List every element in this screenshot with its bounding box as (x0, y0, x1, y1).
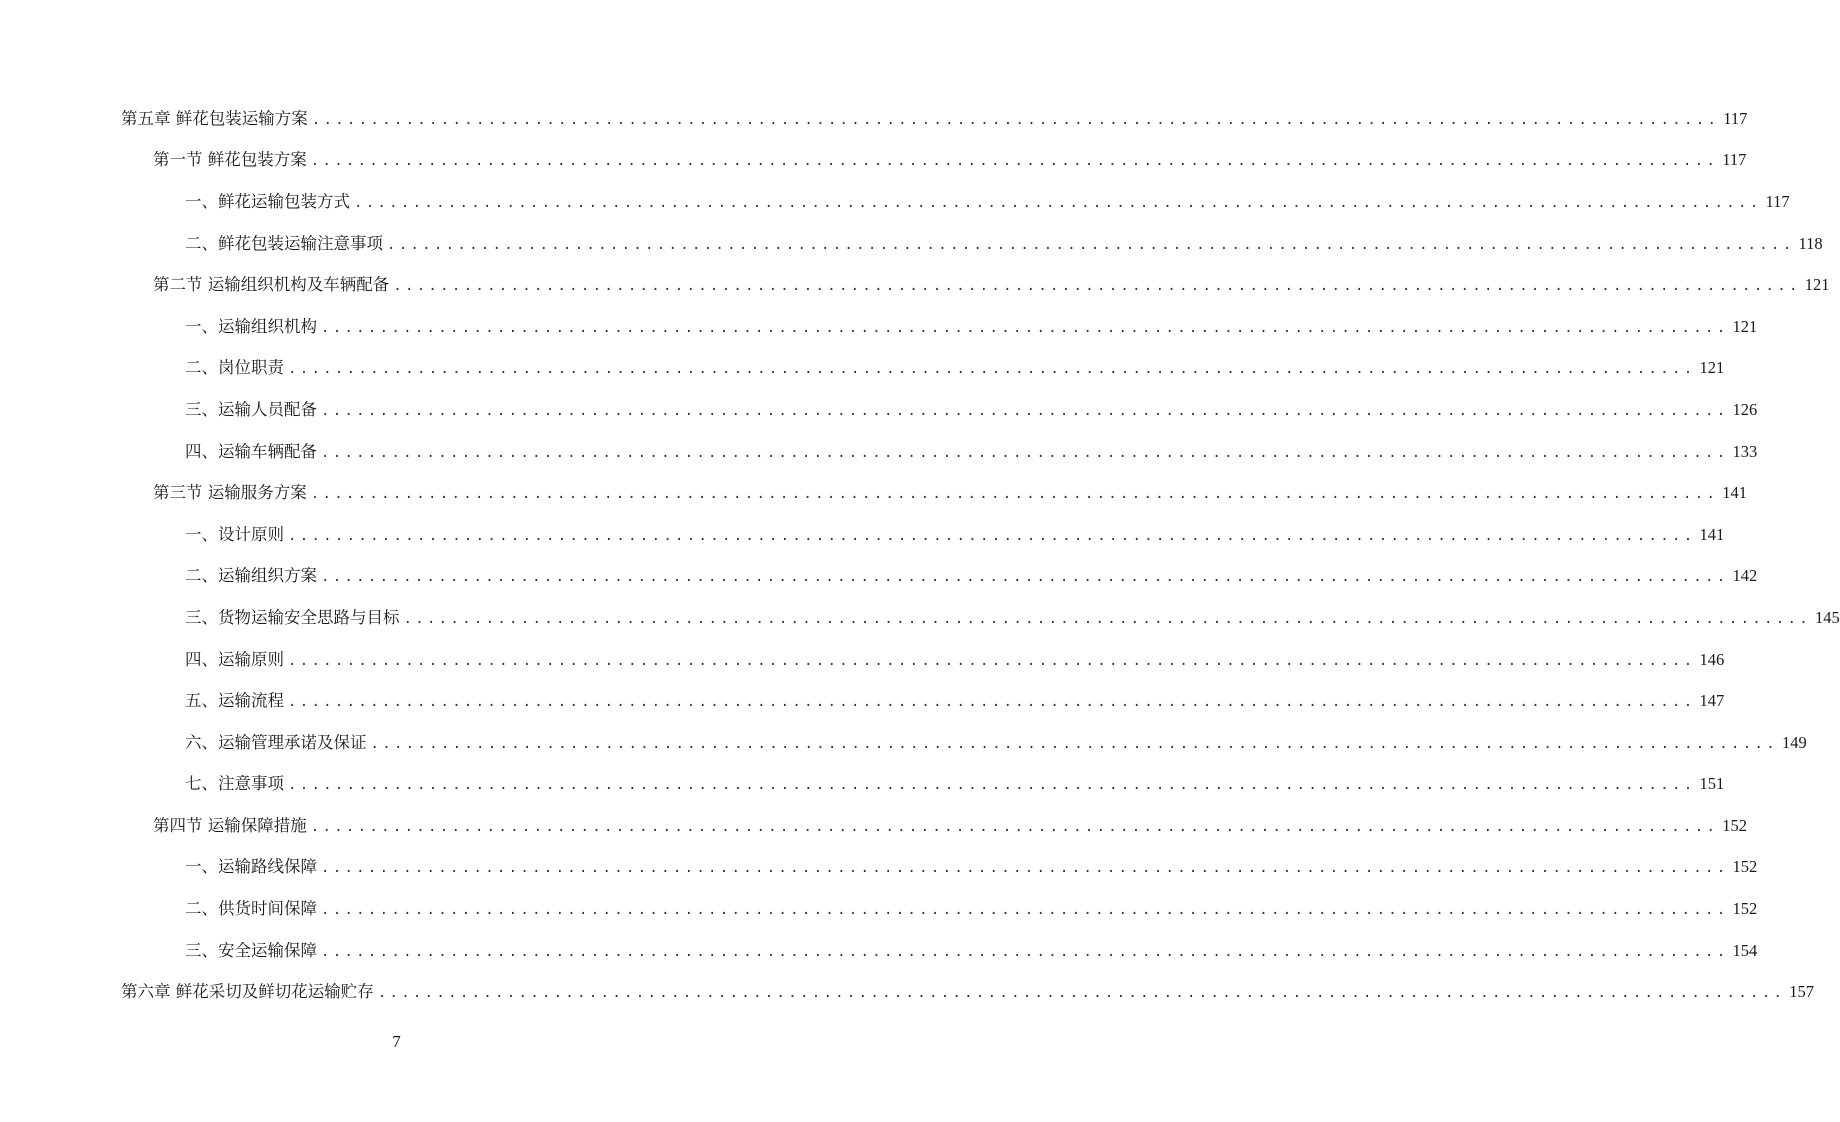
toc-entry-page: 154 (1732, 940, 1758, 960)
toc-entry[interactable] (0, 96, 1748, 138)
toc-entry-page: 146 (1699, 649, 1725, 669)
toc-entry-page: 152 (1732, 899, 1758, 919)
toc-entry-label: 二、岗位职责 (185, 358, 284, 378)
toc-entry-page: 152 (1732, 857, 1758, 877)
dot-leader: ........................................................................................................................ (310, 153, 1719, 170)
toc-entry-label: 二、供货时间保障 (185, 899, 317, 919)
dot-leader: ........................................................................................................................ (321, 943, 1729, 960)
toc-entry[interactable] (0, 845, 1758, 887)
toc-entry-label: 六、运输管理承诺及保证 (185, 732, 367, 752)
toc-entry-page: 126 (1732, 399, 1758, 419)
toc-entry-page: 117 (1723, 108, 1748, 128)
toc-entry[interactable] (0, 429, 1758, 471)
dot-leader: ........................................................................................................................ (321, 402, 1729, 419)
toc-entry-label: 二、鲜花包装运输注意事项 (185, 233, 383, 253)
toc-entry-label: 五、运输流程 (185, 691, 284, 711)
dot-leader: ........................................................................................................................ (321, 860, 1729, 877)
toc-entry-page: 117 (1722, 150, 1747, 170)
page-number: 7 (392, 1032, 401, 1051)
toc-entry[interactable] (0, 221, 1823, 263)
dot-leader: ........................................................................................................................ (288, 361, 1696, 378)
dot-leader: ........................................................................................................................ (354, 194, 1762, 211)
toc-entry[interactable] (0, 138, 1747, 180)
toc-entry[interactable] (0, 262, 1830, 304)
dot-leader: ........................................................................................................................ (288, 527, 1696, 544)
toc-entry-label: 第五章 鲜花包装运输方案 (121, 108, 308, 128)
dot-leader: ........................................................................................................................ (403, 610, 1811, 627)
toc-entry-page: 133 (1732, 441, 1758, 461)
toc-entry[interactable] (0, 886, 1758, 928)
toc-entry-label: 二、运输组织方案 (185, 566, 317, 586)
toc-entry-page: 121 (1732, 316, 1758, 336)
dot-leader: ........................................................................................................................ (387, 236, 1795, 253)
toc-entry-page: 141 (1699, 524, 1725, 544)
dot-leader: ........................................................................................................................ (321, 902, 1729, 919)
toc-entry[interactable] (0, 637, 1725, 679)
toc-entry-label: 三、安全运输保障 (185, 940, 317, 960)
toc-entry[interactable] (0, 179, 1790, 221)
toc-entry[interactable] (0, 969, 1814, 1011)
dot-leader: ........................................................................................................................ (377, 985, 1786, 1002)
toc-entry[interactable] (0, 928, 1758, 970)
toc-entry-page: 142 (1732, 566, 1758, 586)
dot-leader: ........................................................................................................................ (321, 444, 1729, 461)
toc-entry-page: 121 (1699, 358, 1725, 378)
toc-entry-page: 152 (1722, 815, 1747, 835)
toc-entry[interactable] (0, 304, 1758, 346)
toc-entry-page: 121 (1804, 275, 1830, 295)
toc-entry[interactable] (0, 554, 1758, 596)
toc-entry[interactable] (0, 803, 1747, 845)
toc-entry-label: 一、设计原则 (185, 524, 284, 544)
dot-leader: ........................................................................................................................ (370, 735, 1778, 752)
toc-entry-label: 一、鲜花运输包装方式 (185, 191, 350, 211)
dot-leader: ........................................................................................................................ (288, 777, 1696, 794)
toc-entry-page: 147 (1699, 691, 1725, 711)
toc-entry-page: 149 (1781, 732, 1807, 752)
toc-entry-label: 第一节 鲜花包装方案 (153, 150, 307, 170)
toc-entry-page: 118 (1798, 233, 1823, 253)
dot-leader: ........................................................................................................................ (310, 486, 1719, 503)
dot-leader: ........................................................................................................................ (288, 652, 1696, 669)
toc-entry[interactable] (0, 678, 1725, 720)
toc-entry-label: 三、货物运输安全思路与目标 (185, 607, 400, 627)
toc-entry-page: 145 (1814, 607, 1840, 627)
toc-entry[interactable] (0, 762, 1725, 804)
dot-leader: ........................................................................................................................ (311, 111, 1720, 128)
toc-entry-label: 四、运输车辆配备 (185, 441, 317, 461)
dot-leader: ........................................................................................................................ (310, 818, 1719, 835)
table-of-contents (0, 96, 1840, 1011)
dot-leader: ........................................................................................................................ (393, 278, 1801, 295)
toc-entry[interactable] (0, 512, 1725, 554)
toc-entry-label: 一、运输组织机构 (185, 316, 317, 336)
dot-leader: ........................................................................................................................ (321, 569, 1729, 586)
toc-entry[interactable] (0, 387, 1758, 429)
dot-leader: ........................................................................................................................ (288, 694, 1696, 711)
toc-entry-label: 第六章 鲜花采切及鲜切花运输贮存 (121, 982, 374, 1002)
toc-entry-label: 第二节 运输组织机构及车辆配备 (153, 275, 390, 295)
toc-entry-label: 七、注意事项 (185, 774, 284, 794)
toc-entry[interactable] (0, 470, 1747, 512)
toc-entry-page: 117 (1765, 191, 1790, 211)
toc-entry-label: 三、运输人员配备 (185, 399, 317, 419)
toc-entry[interactable] (0, 346, 1725, 388)
toc-entry[interactable] (0, 595, 1840, 637)
toc-entry-label: 一、运输路线保障 (185, 857, 317, 877)
toc-entry[interactable] (0, 720, 1807, 762)
toc-entry-page: 151 (1699, 774, 1725, 794)
toc-entry-label: 第三节 运输服务方案 (153, 483, 307, 503)
toc-entry-page: 141 (1722, 483, 1747, 503)
dot-leader: ........................................................................................................................ (321, 319, 1729, 336)
toc-entry-label: 四、运输原则 (185, 649, 284, 669)
toc-entry-label: 第四节 运输保障措施 (153, 815, 307, 835)
toc-entry-page: 157 (1789, 982, 1814, 1002)
